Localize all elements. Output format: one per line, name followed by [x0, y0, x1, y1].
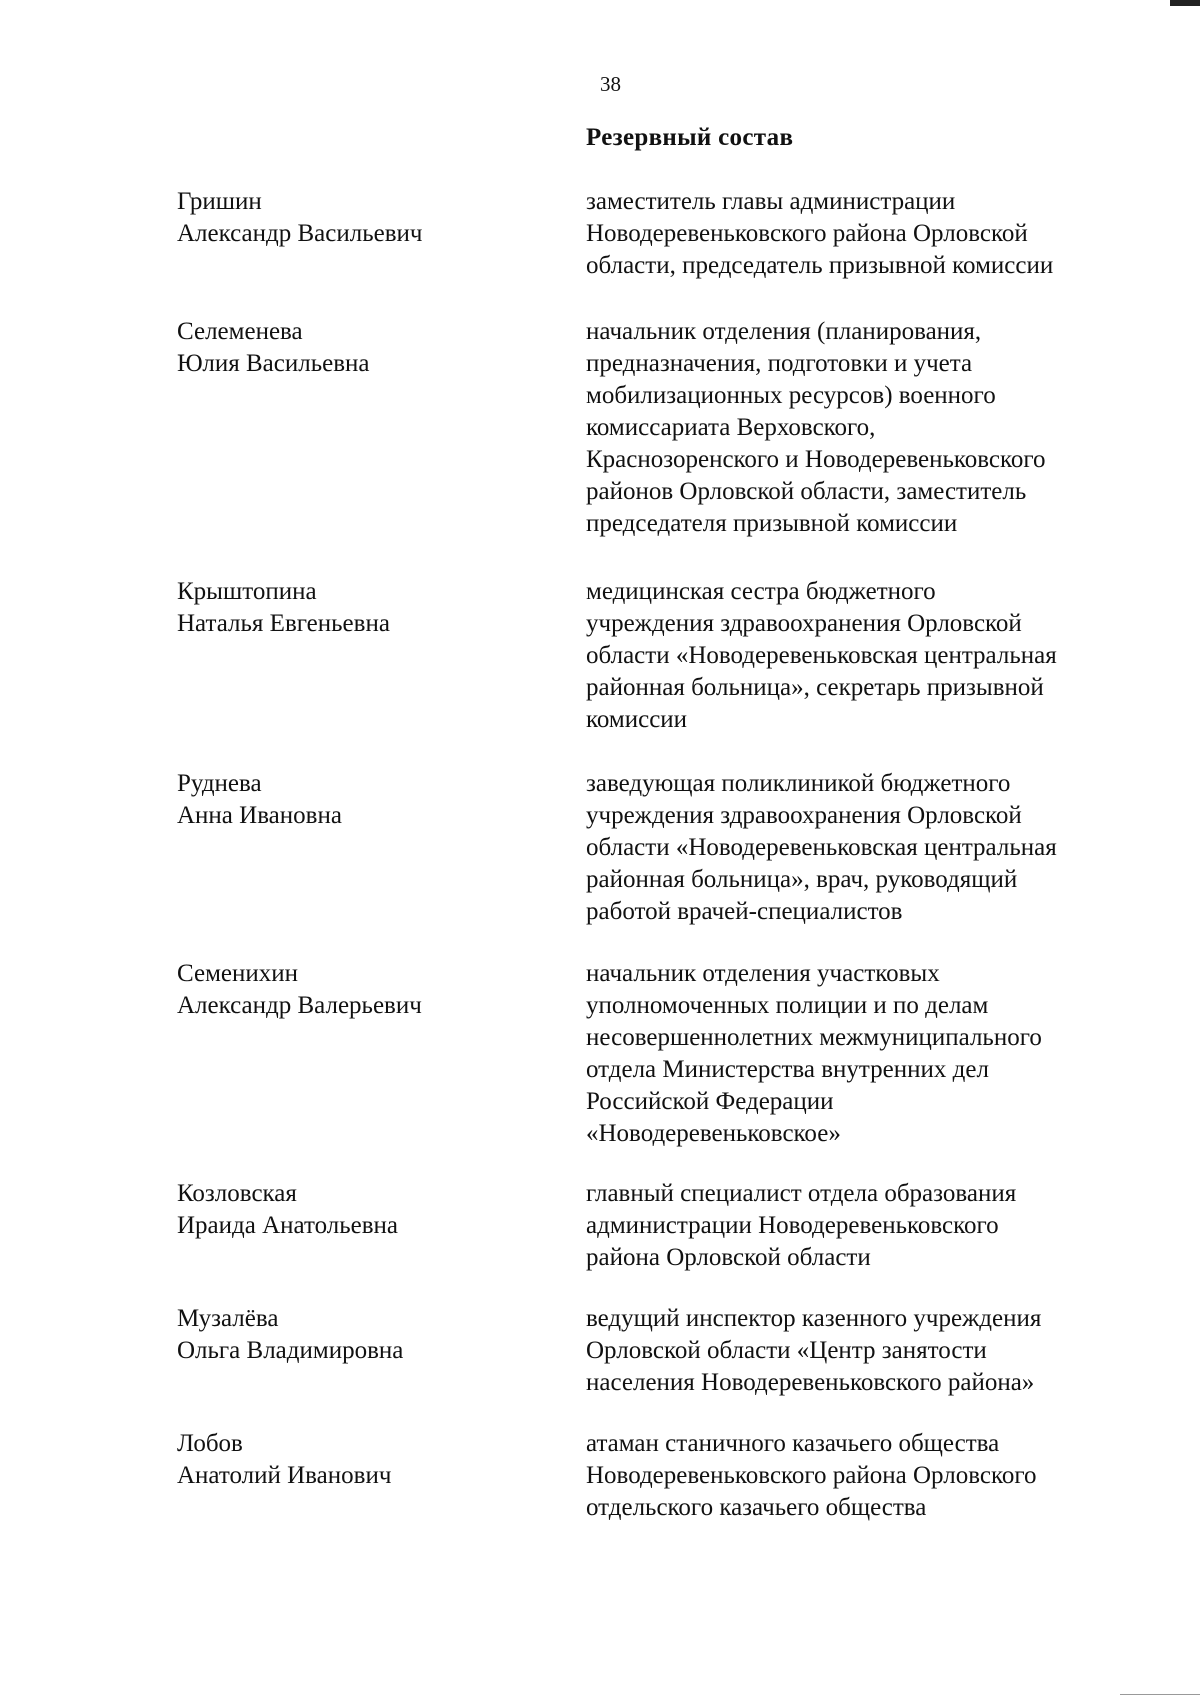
member-position: заместитель главы администрации Новодеревеньковского района Орловской области, председатель призывной комиссии [586, 188, 1054, 279]
member-position: начальник отделения (планирования, предназначения, подготовки и учета мобилизационных ресурсов) военного комиссариата Верховского, Краснозоренского и Новодеревеньковского районов Орловской области, заместитель председателя призывной комиссии [586, 318, 1046, 537]
member-position: главный специалист отдела образования администрации Новодеревеньковского района Орловской области [586, 1180, 1017, 1271]
member-position: ведущий инспектор казенного учреждения Орловской области «Центр занятости населения Новодеревеньковского района» [586, 1305, 1042, 1396]
member-position: заведующая поликлиникой бюджетного учреждения здравоохранения Орловской области «Новодеревеньковская центральная районная больница», врач, руководящий работой врачей-специалистов [586, 770, 1057, 925]
member-name: Козловская Ираида Анатольевна [177, 1180, 398, 1239]
member-name: Крыштопина Наталья Евгеньевна [177, 578, 390, 637]
member-name: Семенихин Александр Валерьевич [177, 960, 422, 1019]
section-title: Резервный состав [586, 124, 794, 151]
scan-corner-mark [1170, 0, 1200, 6]
scan-bottom-rule [1120, 1694, 1200, 1695]
member-name: Гришин Александр Васильевич [177, 188, 423, 247]
page-number: 38 [600, 72, 621, 96]
member-name: Лобов Анатолий Иванович [177, 1430, 392, 1489]
member-name: Руднева Анна Ивановна [177, 770, 342, 829]
member-position: медицинская сестра бюджетного учреждения здравоохранения Орловской области «Новодеревеньковская центральная районная больница», секретарь призывной комиссии [586, 578, 1057, 733]
member-position: атаман станичного казачьего общества Новодеревеньковского района Орловского отдельского казачьего общества [586, 1430, 1037, 1521]
member-name: Селеменева Юлия Васильевна [177, 318, 370, 377]
member-position: начальник отделения участковых уполномоченных полиции и по делам несовершеннолетних межмуниципального отдела Министерства внутренних дел Российской Федерации «Новодеревеньковское» [586, 960, 1042, 1147]
member-name: Музалёва Ольга Владимировна [177, 1305, 404, 1364]
